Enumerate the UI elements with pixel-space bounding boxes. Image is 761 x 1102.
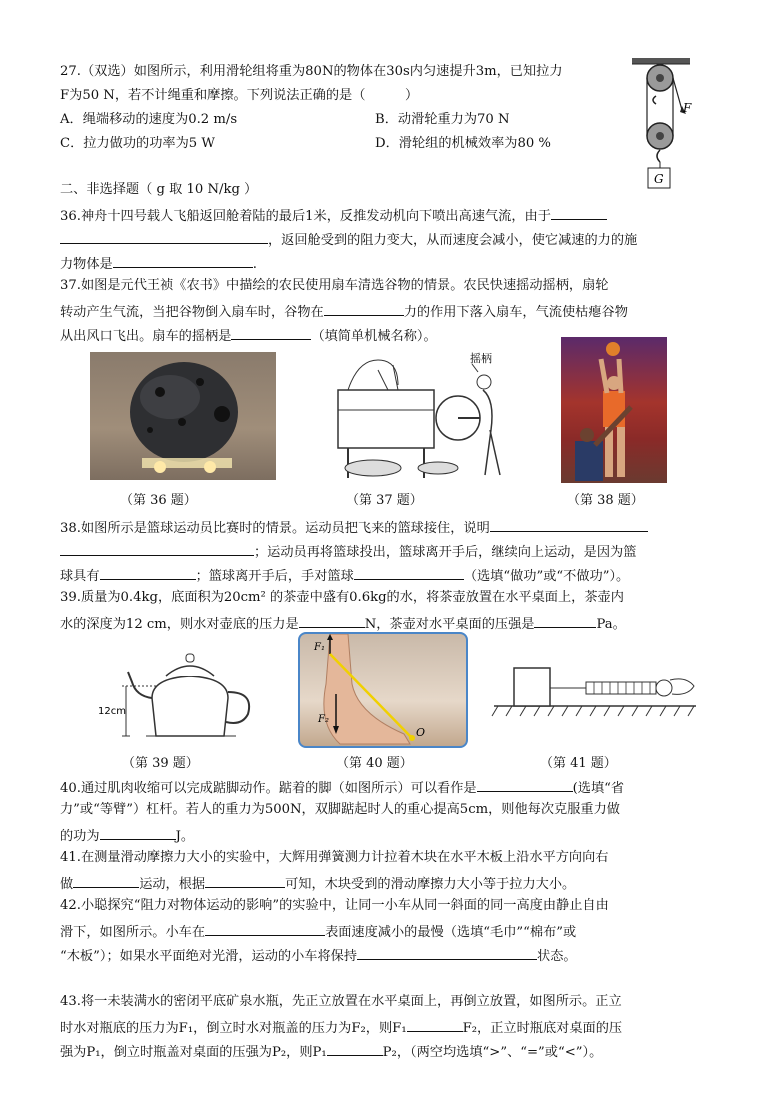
crank-label: 摇柄 <box>470 352 492 365</box>
q43-line1: 43.将一未装满水的密闭平底矿泉水瓶，先正立放置在水平桌面上，再倒立放置，如图所示。正立 <box>60 994 622 1009</box>
q27-option-b: B．动滑轮重力为70 N <box>375 112 510 127</box>
section-2-heading: 二、非选择题（ g 取 10 N/kg ） <box>60 182 258 197</box>
q36-line2: ，返回舱受到的阻力变大，从而速度会减小，使它减速的力的施 <box>60 229 637 250</box>
q41-line1: 41.在测量滑动摩擦力大小的实验中，大辉用弹簧测力计拉着木块在水平木板上沿水平方向向右 <box>60 850 609 865</box>
force-f1-label: F₁ <box>314 642 325 653</box>
q27-option-c: C．拉力做功的功率为5 W <box>60 136 215 151</box>
q42-line1: 42.小聪探究“阻力对物体运动的影响”的实验中，让同一小车从同一斜面的同一高度由静止自由 <box>60 898 609 913</box>
q43-line3: 强为P₁，倒立时瓶盖对桌面的压强为P₂，则P₁ P₂，（两空均选填“>”、“=”或“<”）。 <box>60 1041 602 1062</box>
q37-line1: 37.如图是元代王祯《农书》中描绘的农民使用扇车清选谷物的情景。农民快速摇动摇柄，扇轮 <box>60 278 609 293</box>
q40-line3: 的功为 J。 <box>60 825 194 846</box>
q39-teapot-diagram <box>96 642 266 740</box>
weight-g-label: G <box>654 172 664 186</box>
q38-line1: 38.如图所示是篮球运动员比赛时的情景。运动员把飞来的篮球接住，说明 <box>60 517 648 538</box>
pivot-o-label: O <box>416 726 426 739</box>
q37-caption: （第 37 题） <box>346 493 423 508</box>
q40-tiptoe-photo <box>298 632 468 748</box>
q36-line1: 36.神舟十四号载人飞船返回舱着陆的最后1米，反推发动机向下喷出高速气流，由于 <box>60 205 607 226</box>
q43-line2: 时水对瓶底的压力为F₁，倒立时水对瓶盖的压力为F₂，则F₁ F₂，正立时瓶底对桌面的压 <box>60 1017 622 1038</box>
q40-line2: 力”或“等臂”）杠杆。若人的重力为500N，双脚踮起时人的重心提高5cm，则他每次克服重力做 <box>60 802 620 817</box>
force-f-label: F <box>683 101 692 115</box>
q37-winnower-drawing <box>318 350 508 482</box>
q38-basketball-photo <box>561 337 667 483</box>
q36-capsule-photo <box>90 352 276 480</box>
pulley-figure <box>620 58 710 198</box>
q27-option-d: D．滑轮组的机械效率为80 % <box>375 136 551 151</box>
q39-line2: 水的深度为12 cm，则水对壶底的压力是 N，茶壶对水平桌面的压强是 Pa。 <box>60 613 626 634</box>
q27-stem-line1: 27.（双选）如图所示，利用滑轮组将重为80N的物体在30s内匀速提升3m，已知拉力 <box>60 64 563 79</box>
q41-line2: 做 运动，根据 可知，木块受到的滑动摩擦力大小等于拉力大小。 <box>60 873 575 894</box>
q38-caption: （第 38 题） <box>567 493 644 508</box>
q42-line3: “木板”）；如果水平面绝对光滑，运动的小车将保持 状态。 <box>60 945 577 966</box>
force-f2-label: F₂ <box>318 714 329 725</box>
q40-caption: （第 40 题） <box>336 756 413 771</box>
q27-stem-line2: F为50 N，若不计绳重和摩擦。下列说法正确的是（ ） <box>60 88 419 103</box>
q36-line3: 力物体是 . <box>60 253 257 274</box>
q41-spring-scale-diagram <box>490 660 702 720</box>
q39-caption: （第 39 题） <box>122 756 199 771</box>
q37-line3: 从出风口飞出。扇车的摇柄是 （填简单机械名称）。 <box>60 325 437 346</box>
q38-line2: ；运动员再将篮球投出，篮球离开手后，继续向上运动，是因为篮 <box>60 541 636 562</box>
q42-line2: 滑下，如图所示。小车在 表面速度减小的最慢（选填“毛巾”“棉布”或 <box>60 921 576 942</box>
q37-line2: 转动产生气流，当把谷物倒入扇车时，谷物在 力的作用下落入扇车，气流使枯瘪谷物 <box>60 301 628 322</box>
q40-line1: 40.通过肌肉收缩可以完成踮脚动作。踮着的脚（如图所示）可以看作是 (选填“省 <box>60 777 624 798</box>
q41-caption: （第 41 题） <box>540 756 617 771</box>
q38-line3: 球具有 ；篮球离开手后，手对篮球 （选填“做功”或“不做功”）。 <box>60 565 629 586</box>
depth-12cm-label: 12cm <box>98 706 126 717</box>
q27-option-a: A．绳端移动的速度为0.2 m/s <box>60 112 238 127</box>
q36-caption: （第 36 题） <box>120 493 197 508</box>
q39-line1: 39.质量为0.4kg，底面积为20cm² 的茶壶中盛有0.6kg的水，将茶壶放置在水平桌面上，茶壶内 <box>60 590 624 605</box>
